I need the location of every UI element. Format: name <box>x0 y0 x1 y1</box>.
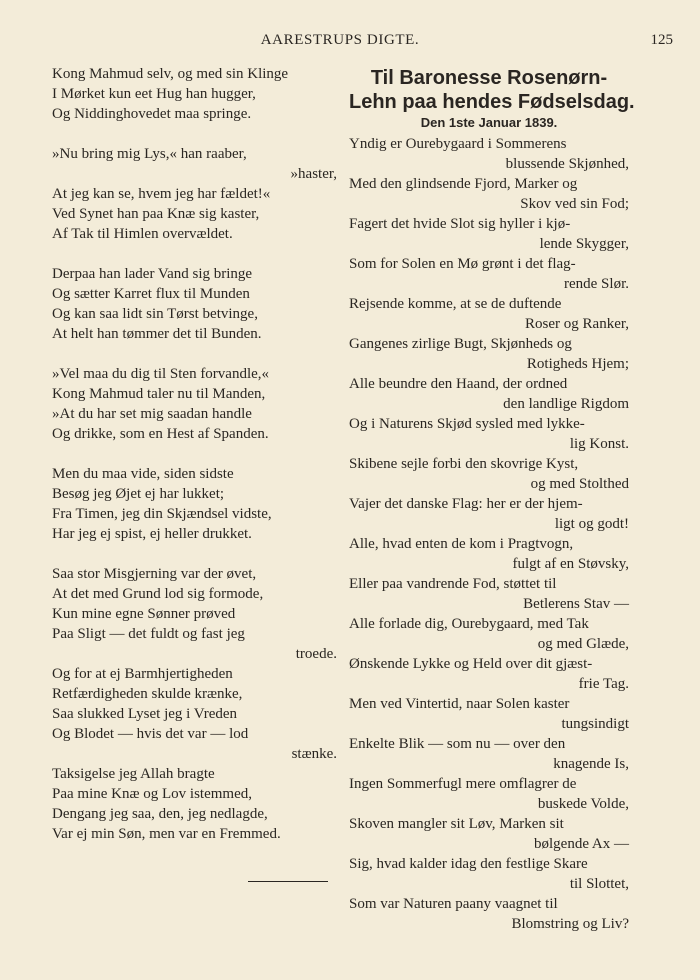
verse-line: Retfærdigheden skulde krænke, <box>52 686 243 702</box>
verse-line: Og for at ej Barmhjertigheden <box>52 666 233 682</box>
verse-line-continuation: stænke. <box>291 746 337 762</box>
verse-line-continuation: Roser og Ranker, <box>525 316 629 332</box>
verse-line-continuation: tungsindigt <box>561 716 629 732</box>
page-number: 125 <box>650 32 673 48</box>
verse-line-continuation: ligt og godt! <box>554 516 629 532</box>
verse-line-continuation: frie Tag. <box>578 676 629 692</box>
verse-line: Dengang jeg saa, den, jeg nedlagde, <box>52 806 268 822</box>
verse-line: Paa mine Knæ og Lov istemmed, <box>52 786 252 802</box>
verse-line: At det med Grund lod sig formode, <box>52 586 264 602</box>
verse-line: Fagert det hvide Slot sig hyller i kjø- <box>349 216 571 232</box>
verse-line: At helt han tømmer det til Bunden. <box>52 326 262 342</box>
verse-line-continuation: buskede Volde, <box>537 796 629 812</box>
verse-line: Derpaa han lader Vand sig bringe <box>52 266 253 282</box>
verse-line: Skibene sejle forbi den skovrige Kyst, <box>349 456 579 472</box>
stanza <box>52 64 337 124</box>
verse-line: Med den glindsende Fjord, Marker og <box>349 176 578 192</box>
verse-line-continuation: Rotigheds Hjem; <box>526 356 629 372</box>
poem-title-line-2: Lehn paa hendes Fødselsdag. <box>349 91 635 113</box>
verse-line: Og Blodet — hvis det var — lod <box>52 726 249 742</box>
verse-line: Yndig er Ourebygaard i Sommerens <box>349 136 567 152</box>
verse-line-continuation: »haster, <box>290 166 337 182</box>
verse-line: Alle beundre den Haand, der ordned <box>349 376 568 392</box>
verse-line: Kun mine egne Sønner prøved <box>52 606 236 622</box>
verse-line: Skoven mangler sit Løv, Marken sit <box>349 816 564 832</box>
stanza <box>52 264 337 344</box>
verse-line: »At du har set mig saadan handle <box>52 406 252 422</box>
running-head: AARESTRUPS DIGTE. <box>260 32 420 48</box>
verse-line: Af Tak til Himlen overvældet. <box>52 226 233 242</box>
verse-line: Ved Synet han paa Knæ sig kaster, <box>52 206 260 222</box>
verse-line-continuation: Betlerens Stav — <box>523 596 629 612</box>
stanza <box>52 564 337 844</box>
verse-line-continuation: bølgende Ax — <box>534 836 629 852</box>
verse-line: Fra Timen, jeg din Skjændsel vidste, <box>52 506 272 522</box>
verse-line: Rejsende komme, at se de duftende <box>349 296 562 312</box>
verse-line: Eller paa vandrende Fod, støttet til <box>349 576 557 592</box>
verse-line: Sig, hvad kalder idag den festlige Skare <box>349 856 588 872</box>
stanza <box>52 364 337 444</box>
verse-line: Som for Solen en Mø grønt i det flag- <box>349 256 576 272</box>
stanza <box>52 144 337 244</box>
verse-line: Men ved Vintertid, naar Solen kaster <box>349 696 570 712</box>
verse-line-continuation: rende Slør. <box>564 276 629 292</box>
verse-line-continuation: lig Konst. <box>569 436 629 452</box>
left-column <box>52 64 337 844</box>
verse-line: Paa Sligt — det fuldt og fast jeg <box>52 626 245 642</box>
verse-line: Og drikke, som en Hest af Spanden. <box>52 426 269 442</box>
verse-line: Kong Mahmud selv, og med sin Klinge <box>52 66 289 82</box>
verse-line: Men du maa vide, siden sidste <box>52 466 234 482</box>
verse-line: Ingen Sommerfugl mere omflagrer de <box>349 776 577 792</box>
verse-line: Som var Naturen paany vaagnet til <box>349 896 558 912</box>
verse-line-continuation: lende Skygger, <box>539 236 629 252</box>
verse-line-continuation: troede. <box>295 646 337 662</box>
verse-line-continuation: fulgt af en Støvsky, <box>512 556 629 572</box>
verse-line: Gangenes zirlige Bugt, Skjønheds og <box>349 336 572 352</box>
verse-line: Taksigelse jeg Allah bragte <box>52 766 215 782</box>
stanza <box>52 464 337 544</box>
verse-line-continuation: og med Glæde, <box>537 636 629 652</box>
poem-body <box>349 134 629 934</box>
verse-line: I Mørket kun eet Hug han hugger, <box>52 86 256 102</box>
verse-line: Var ej min Søn, men var en Fremmed. <box>52 826 281 842</box>
verse-line-continuation: knagende Is, <box>553 756 629 772</box>
verse-line: »Vel maa du dig til Sten forvandle,« <box>52 366 270 382</box>
verse-line: Vajer det danske Flag: her er der hjem- <box>349 496 583 512</box>
verse-line: At jeg kan se, hvem jeg har fældet!« <box>52 186 271 202</box>
verse-line: Kong Mahmud taler nu til Manden, <box>52 386 266 402</box>
poem-date: Den 1ste Januar 1839. <box>420 115 558 130</box>
verse-line-continuation: og med Stolthed <box>530 476 629 492</box>
verse-line: Har jeg ej spist, ej heller drukket. <box>52 526 252 542</box>
page-header <box>52 32 673 52</box>
verse-line: Saa stor Misgjerning var der øvet, <box>52 566 257 582</box>
verse-line: Og i Naturens Skjød sysled med lykke- <box>349 416 585 432</box>
verse-line-continuation: blussende Skjønhed, <box>505 156 629 172</box>
verse-line: Saa slukked Lyset jeg i Vreden <box>52 706 238 722</box>
verse-line: Og Niddinghovedet maa springe. <box>52 106 252 122</box>
poem-title-line-1: Til Baronesse Rosenørn- <box>370 67 608 89</box>
right-column <box>349 66 635 934</box>
verse-line: Alle forlade dig, Ourebygaard, med Tak <box>349 616 589 632</box>
verse-line: Besøg jeg Øjet ej har lukket; <box>52 486 225 502</box>
verse-line: Og sætter Karret flux til Munden <box>52 286 250 302</box>
verse-line-continuation: Skov ved sin Fod; <box>520 196 629 212</box>
verse-line-continuation: Blomstring og Liv? <box>511 916 629 932</box>
verse-line: Alle, hvad enten de kom i Pragtvogn, <box>349 536 574 552</box>
verse-line-continuation: til Slottet, <box>569 876 629 892</box>
end-rule <box>248 881 328 882</box>
verse-line: Ønskende Lykke og Held over dit gjæst- <box>349 656 593 672</box>
verse-line: »Nu bring mig Lys,« han raaber, <box>52 146 247 162</box>
verse-line: Enkelte Blik — som nu — over den <box>349 736 566 752</box>
verse-line: Og kan saa lidt sin Tørst betvinge, <box>52 306 258 322</box>
verse-line-continuation: den landlige Rigdom <box>503 396 629 412</box>
